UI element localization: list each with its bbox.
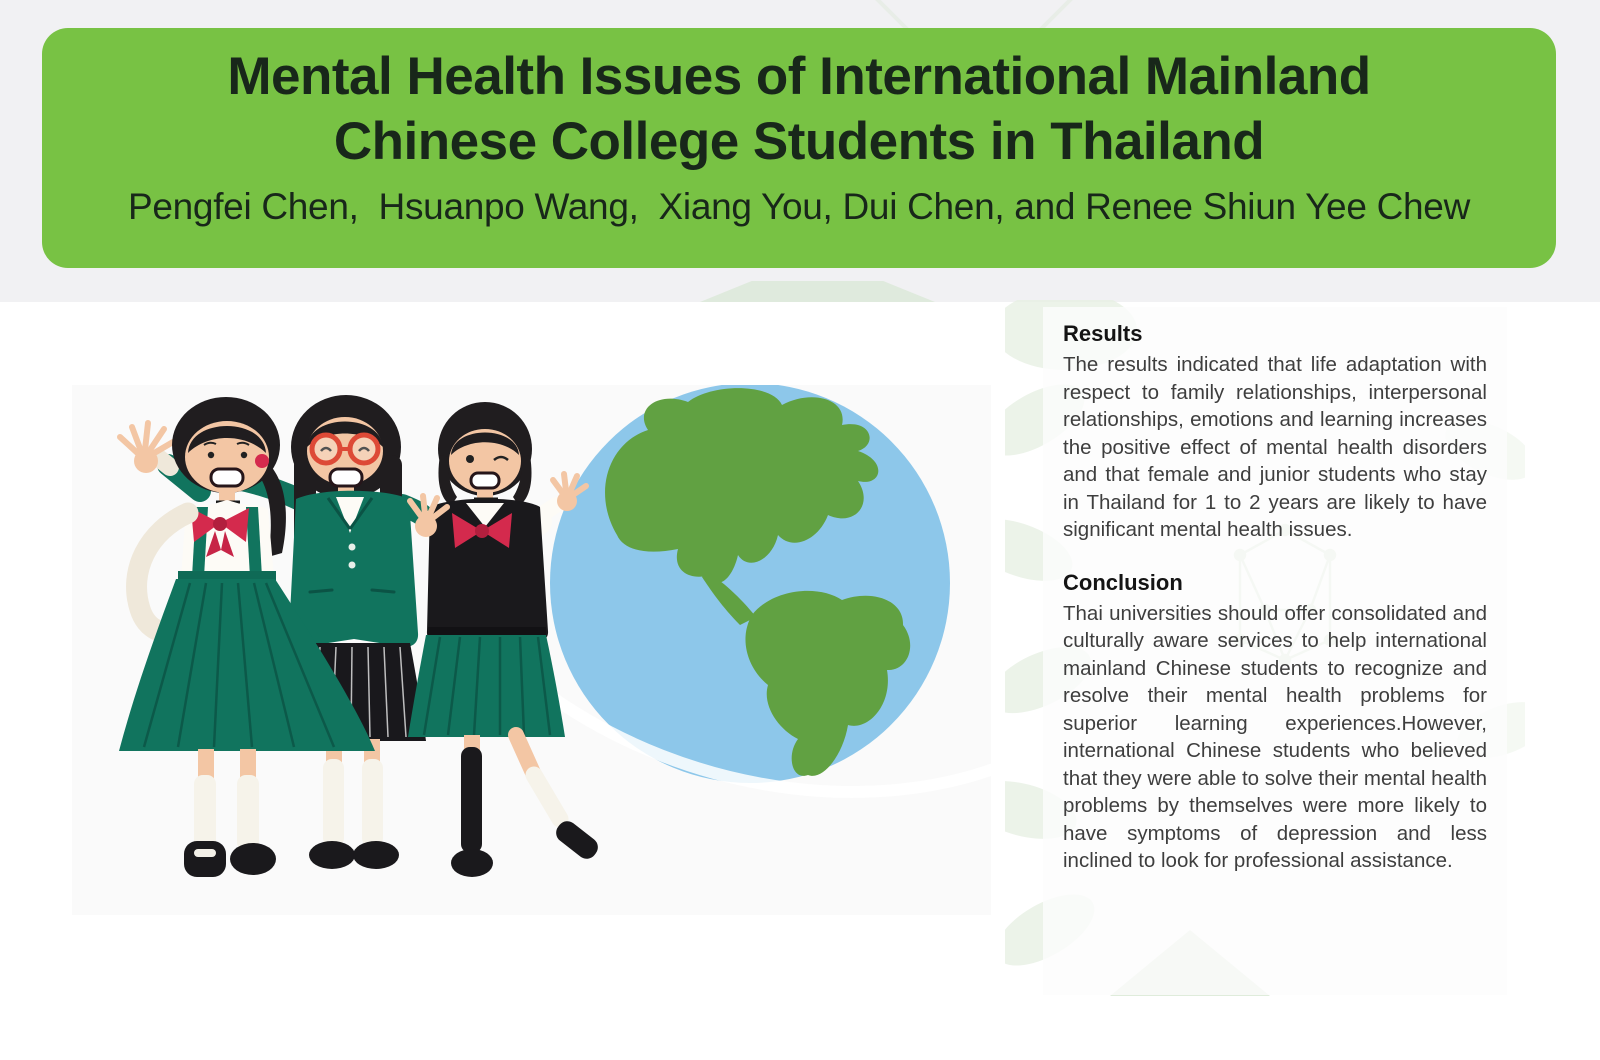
poster-title [42, 45, 1556, 174]
smile [471, 473, 499, 488]
illustration-graphics [72, 385, 991, 915]
smile [211, 469, 243, 486]
abstract-panel [1043, 307, 1507, 995]
results-heading: Results [1063, 321, 1143, 346]
section-gap [1063, 544, 1487, 570]
open-eye [466, 455, 474, 463]
globe-icon [542, 385, 991, 792]
poster-title-line2: Chinese College Students in Thailand [333, 111, 1265, 171]
poster-title-line1: Mental Health Issues of International Mainland [227, 47, 1371, 106]
knee-sock [461, 747, 482, 853]
hair-ribbon [255, 454, 269, 468]
smile [330, 469, 362, 486]
title-banner [42, 28, 1556, 268]
students-globe-illustration [72, 385, 991, 915]
conclusion-heading: Conclusion [1063, 569, 1183, 595]
poster-authors: Pengfei Chen, Hsuanpo Wang, Xiang You, Dui Chen, and Renee Shiun Yee Chew [127, 186, 1470, 228]
conclusion-text: Thai universities should offer consolidated and culturally aware services to help international mainland Chinese students to recognize and resolve their mental health problems for superior learning experiences.However, international Chinese students who believed that they were able to solve their mental health problems by themselves were more likely to have symptoms of depression and less inclined to look for professional assistance. [1063, 601, 1487, 872]
results-text: The results indicated that life adaptation with respect to family relationships, interpersonal relationships, emotions and learning increases the positive effect of mental health disorders and that female and junior students who stay in Thailand for 1 to 2 years are likely to have significant mental health issues. [1063, 353, 1487, 541]
